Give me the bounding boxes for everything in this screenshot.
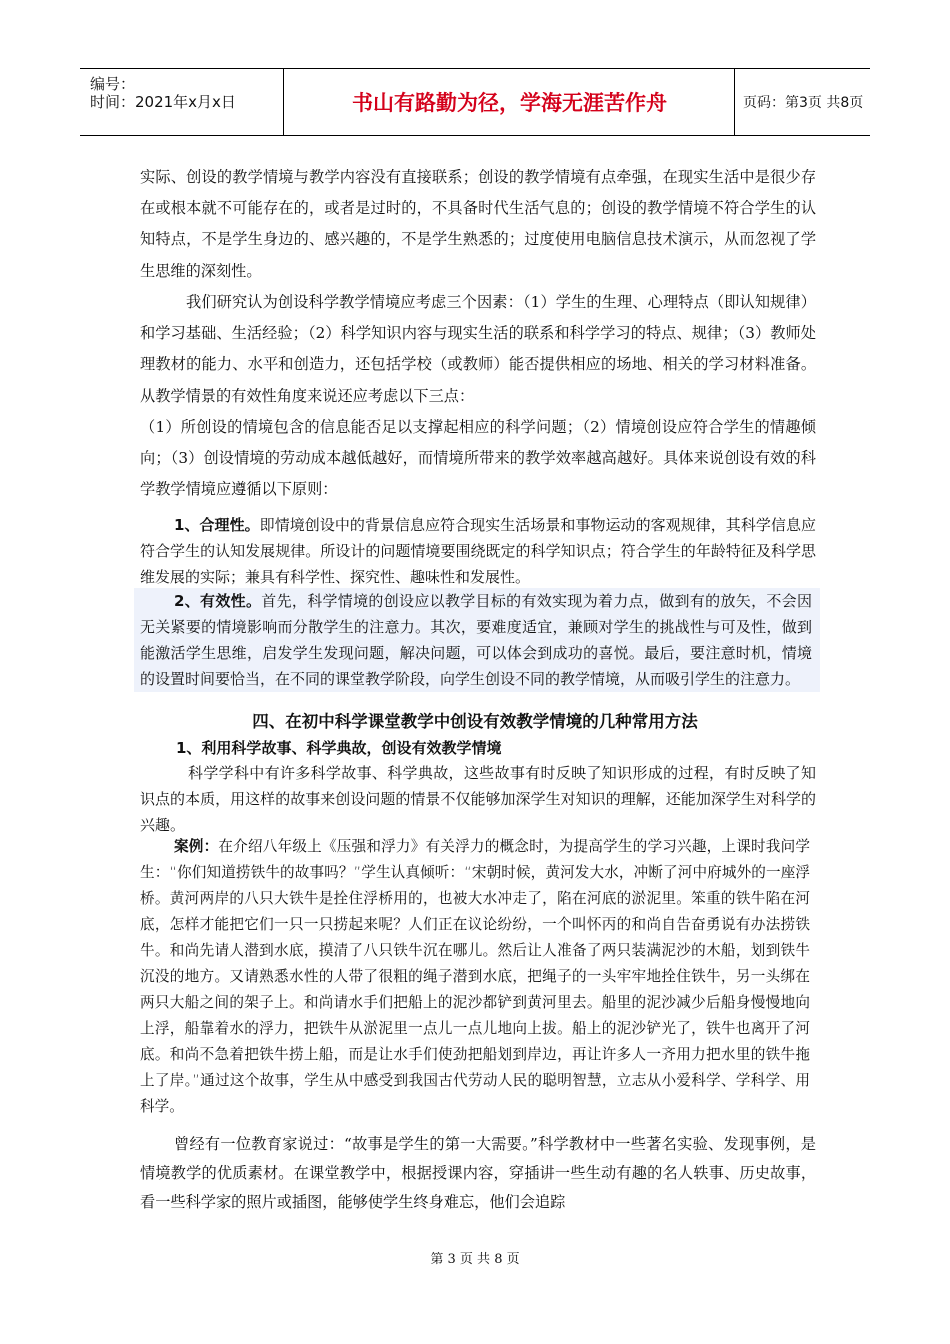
principle-2-title: 2、有效性。 <box>174 592 262 610</box>
principle-2 <box>134 588 820 692</box>
page-header <box>80 68 870 136</box>
paragraph-2-tail: （1）所创设的情境包含的信息能否足以支撑起相应的科学问题；（2）情境创设应符合学生的情趣倾向；（3）创设情境的劳动成本越低越好，而情境所带来的教学效率越高越好。具体来说创设有效的科学教学情境应遵循以下原则： <box>140 417 816 499</box>
case-text: 在介绍八年级上《压强和浮力》有关浮力的概念时，为提高学生的学习兴趣，上课时我问学生：“你们知道捞铁牛的故事吗？”学生认真倾听：“宋朝时候，黄河发大水，冲断了河中府城外的一座浮桥。黄河两岸的八只大铁牛是拴住浮桥用的，也被大水冲走了，陷在河底的淤泥里。笨重的铁牛陷在河底，怎样才能把它们一只一只捞起来呢？人们正在议论纷纷，一个叫怀丙的和尚自告奋勇说有办法捞铁牛。和尚先请人潜到水底，摸清了八只铁牛沉在哪儿。然后让人准备了两只装满泥沙的木船，划到铁牛沉没的地方。又请熟悉水性的人带了很粗的绳子潜到水底，把绳子的一头牢牢地拴住铁牛，另一头绑在两只大船之间的架子上。和尚请水手们把船上的泥沙都铲到黄河里去。船里的泥沙减少后船身慢慢地向上浮，船靠着水的浮力，把铁牛从淤泥里一点儿一点儿地向上拔。船上的泥沙铲光了，铁牛也离开了河底。和尚不急着把铁牛捞上船，而是让水手们使劲把船划到岸边，再让许多人一齐用力把水里的铁牛拖上了岸。”通过这个故事，学生从中感受到我国古代劳动人民的聪明智慧，立志从小爱科学、学科学、用科学。 <box>140 838 810 1115</box>
number-label: 编号： <box>90 75 136 93</box>
paragraph-4: 曾经有一位教育家说过：“故事是学生的第一大需要。”科学教材中一些著名实验、发现事例，是情境教学的优质素材。在课堂教学中，根据授课内容，穿插讲一些生动有趣的名人轶事、历史故事，看一些科学家的照片或插图，能够使学生终身难忘，他们会追踪 <box>140 1135 816 1211</box>
paragraph-2 <box>140 287 816 505</box>
header-motto: 书山有路勤为径，学海无涯苦作舟 <box>285 69 735 135</box>
header-meta <box>80 69 284 135</box>
principle-2-text: 首先，科学情境的创设应以教学目标的有效实现为着力点，做到有的放矢，不会因无关紧要的情境影响而分散学生的注意力。其次，要难度适宜，兼顾对学生的挑战性与可及性，做到能激活学生思维，启发学生发现问题，解决问题，可以体会到成功的喜悦。最后，要注意时机，情境的设置时间要恰当，在不同的课堂教学阶段，向学生创设不同的教学情境，从而吸引学生的注意力。 <box>140 592 812 688</box>
section-4-heading: 四、在初中科学课堂教学中创设有效教学情境的几种常用方法 <box>252 712 698 731</box>
paragraph-1: 实际、创设的教学情境与教学内容没有直接联系；创设的教学情境有点牵强，在现实生活中是很少存在或根本就不可能存在的，或者是过时的，不具备时代生活气息的；创设的教学情境不符合学生的认知特点，不是学生身边的、感兴趣的，不是学生熟悉的；过度使用电脑信息技术演示，从而忽视了学生思维的深刻性。 <box>140 168 816 280</box>
case-label: 案例： <box>174 838 219 855</box>
section-4-1-heading: 1、利用科学故事、科学典故，创设有效教学情境 <box>176 739 502 757</box>
page-footer: 第 3 页 共 8 页 <box>430 1252 520 1267</box>
case-study <box>140 834 810 1120</box>
paragraph-3: 科学学科中有许多科学故事、科学典故，这些故事有时反映了知识形成的过程，有时反映了知识点的本质，用这样的故事来创设问题的情景不仅能够加深学生对知识的理解，还能加深学生对科学的兴趣。 <box>140 764 816 834</box>
principle-1-text: 即情境创设中的背景信息应符合现实生活场景和事物运动的客观规律，其科学信息应符合学生的认知发展规律。所设计的问题情境要围绕既定的科学知识点；符合学生的年龄特征及科学思维发展的实际；兼具有科学性、探究性、趣味性和发展性。 <box>140 516 816 586</box>
principle-1 <box>140 512 816 590</box>
paragraph-2-main: 我们研究认为创设科学教学情境应考虑三个因素：（1）学生的生理、心理特点（即认知规律）和学习基础、生活经验；（2）科学知识内容与现实生活的联系和科学学习的特点、规律；（3）教师处理教材的能力、水平和创造力，还包括学校（或教师）能否提供相应的场地、相关的学习材料准备。从教学情景的有效性角度来说还应考虑以下三点： <box>140 293 816 405</box>
principle-1-title: 1、合理性。 <box>174 516 260 534</box>
date-line: 时间：2021年x月x日 <box>90 93 236 111</box>
header-page-info: 页码：第3页 共8页 <box>743 95 864 111</box>
